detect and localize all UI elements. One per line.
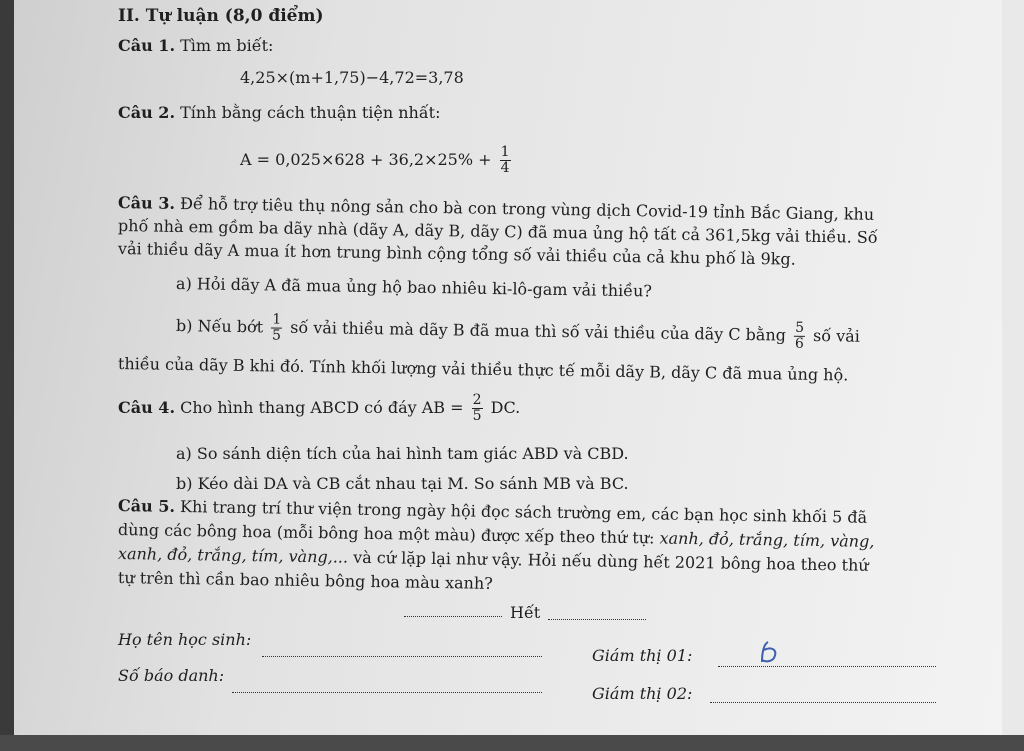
student-id-line [232, 692, 542, 693]
question-5-text-2a: dùng các bông hoa (mỗi bông hoa một màu) được xếp theo thứ tự: [117, 520, 655, 548]
question-4-part-a: a) So sánh diện tích của hai hình tam giác ABD và CBD. [176, 444, 629, 463]
fraction-numerator: 1 [500, 144, 510, 160]
question-3-part-b-line-2: thiều của dãy B khi đó. Tính khối lượng vải thiều thực tế mỗi dãy B, dãy C đã mua ủng hộ. [117, 354, 849, 385]
question-4-part-b: b) Kéo dài DA và CB cắt nhau tại M. So sánh MB và BC. [176, 474, 629, 493]
signature-mark [756, 638, 784, 666]
question-2-text: Tính bằng cách thuận tiện nhất: [180, 103, 441, 122]
proctor-1-signature [756, 638, 784, 671]
question-5-text-1: Khi trang trí thư viện trong ngày hội đọc sách trường em, các bạn học sinh khối 5 đã [179, 496, 868, 527]
proctor-2-label: Giám thị 02: [592, 684, 693, 703]
question-1-equation: 4,25×(m+1,75)−4,72=3,78 [240, 68, 464, 87]
fraction-numerator: 2 [472, 392, 482, 408]
question-2-expression [240, 140, 514, 180]
section-title: II. Tự luận (8,0 điểm) [118, 6, 324, 26]
question-3-part-b-text-3: số vải [812, 326, 860, 346]
fraction-denominator: 4 [500, 160, 510, 176]
question-3-text-1: Để hỗ trợ tiêu thụ nông sản cho bà con trong vùng dịch Covid-19 tỉnh Bắc Giang, khu [179, 193, 875, 224]
question-4-text-end: DC. [490, 398, 521, 417]
end-text: Hết [510, 603, 541, 622]
question-3-part-b-text-2: số vải thiều mà dãy B đã mua thì số vải thiều của dãy C bằng [290, 317, 787, 345]
proctor-2-line [710, 702, 936, 703]
question-3-part-a: a) Hỏi dãy A đã mua ủng hộ bao nhiêu ki-lô-gam vải thiều? [175, 274, 653, 301]
question-5-text-3b: và cứ lặp lại như vậy. Hỏi nếu dùng hết 2021 bông hoa theo thứ [353, 547, 869, 575]
fraction-numerator: 1 [272, 311, 282, 328]
question-1-label: Câu 1. [118, 36, 176, 55]
question-4-fraction [472, 393, 483, 424]
fraction-denominator: 6 [794, 335, 804, 352]
question-2-expression-text: A = 0,025×628 + 36,2×25% + [240, 150, 492, 169]
proctor-1-label: Giám thị 01: [592, 646, 693, 665]
question-4-label: Câu 4. [118, 398, 176, 417]
end-divider-right [548, 619, 646, 620]
student-name-line [262, 656, 542, 657]
student-id-label: Số báo danh: [118, 666, 225, 685]
question-4-text: Cho hình thang ABCD có đáy AB = [180, 398, 464, 417]
fraction-numerator: 5 [795, 319, 805, 336]
question-3-fraction-1 [271, 312, 282, 343]
question-2-label: Câu 2. [118, 103, 176, 122]
question-2 [118, 103, 440, 123]
question-5-text-2b: xanh, đỏ, trắng, tím, vàng, [659, 528, 875, 551]
question-3-part-b-text-1: b) Nếu bớt [175, 316, 264, 337]
question-2-fraction [500, 145, 511, 176]
question-4 [118, 390, 520, 426]
question-3-fraction-2 [794, 321, 805, 352]
end-divider-left [404, 616, 502, 617]
question-5-line-4: tự trên thì cần bao nhiêu bông hoa màu xanh? [117, 568, 493, 593]
page-edge [1002, 0, 1024, 751]
question-3-line-3: vải thiều dãy A mua ít hơn trung bình cộng tổng số vải thiều của cả khu phố là 9kg. [117, 239, 796, 269]
question-1 [118, 36, 273, 56]
fraction-denominator: 5 [271, 327, 282, 344]
bottom-edge [0, 735, 1024, 751]
student-name-label: Họ tên học sinh: [118, 630, 252, 649]
question-3-label: Câu 3. [117, 193, 176, 213]
question-5-text-3a: xanh, đỏ, trắng, tím, vàng,... [117, 544, 349, 567]
proctor-1-line [718, 666, 936, 667]
question-3-line-2: phố nhà em gồm ba dãy nhà (dãy A, dãy B, dãy C) đã mua ủng hộ tất cả 361,5kg vải thiều. Số [117, 216, 878, 247]
question-5-label: Câu 5. [117, 496, 176, 516]
fraction-denominator: 5 [472, 408, 482, 424]
question-1-text: Tìm m biết: [180, 36, 274, 55]
